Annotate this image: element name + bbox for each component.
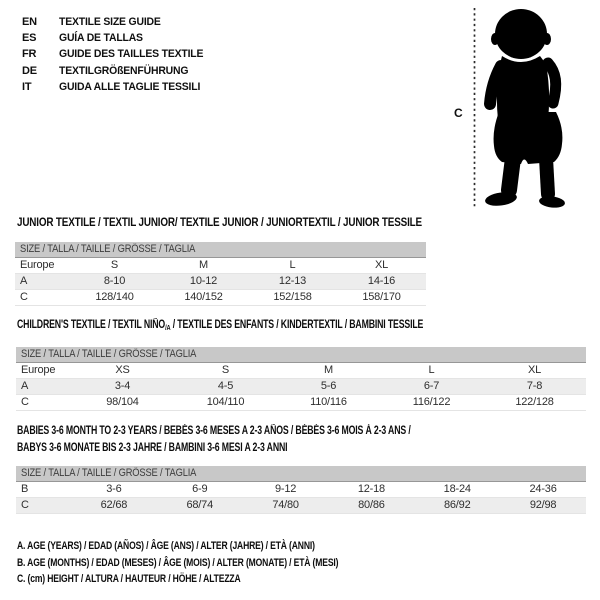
language-row-fr [22,45,211,61]
height-label-c: C [454,106,463,120]
language-title: TEXTILE SIZE GUIDE [59,16,161,28]
table-row: A 3-4 4-5 5-6 6-7 7-8 [16,379,586,395]
table-row: C 62/68 68/74 74/80 80/86 86/92 92/98 [16,498,586,514]
baby-silhouette-icon [468,6,578,210]
footnote-c: C. (cm) HEIGHT / ALTURA / HAUTEUR / HÖHE / ALTEZZA [17,573,241,585]
size-header-bar: SIZE / TALLA / TAILLE / GRÖSSE / TAGLIA [16,466,586,482]
row-label: Europe [20,259,55,271]
language-row-en [22,13,211,29]
language-row-de [22,62,211,78]
babies-size-table [16,466,586,514]
section-title-children: CHILDREN'S TEXTILE / TEXTIL $NIÑO_{/A}$ / TEXTILE DES ENFANTS / KINDERTEXTIL / BAMBINI TESSILE [17,319,424,332]
language-list [22,13,211,94]
row-label: C [20,291,28,303]
section-title-babies [17,423,411,457]
row-label: C [21,396,29,408]
row-label: A [21,380,29,392]
row-label: B [21,483,29,495]
section-title-babies-line2: BABYS 3-6 MONATE BIS 2-3 JAHRE / BAMBINI 3-6 MESI A 2-3 ANNI [17,442,288,454]
junior-size-table [15,242,426,306]
language-row-es [22,29,211,45]
footnote-b: B. AGE (MONTHS) / EDAD (MESES) / ÂGE (MOIS) / ALTER (MONATE) / ETÀ (MESI) [17,556,339,569]
language-code: IT [22,80,32,93]
language-title: TEXTILGRÖßENFÜHRUNG [59,64,189,77]
row-label: C [21,499,29,511]
row-label: A [20,275,28,287]
footnote-legend [17,538,338,588]
language-title: GUIDE DES TAILLES TEXTILE [59,48,204,61]
table-row: Europe S M L XL [15,258,426,274]
size-header-bar: SIZE / TALLA / TAILLE / GRÖSSE / TAGLIA [15,242,426,258]
table-row: C 98/104 104/110 110/116 116/122 122/128 [16,395,586,411]
section-title-babies-line1: BABIES 3-6 MONTH TO 2-3 YEARS / BEBÉS 3-6 MESES A 2-3 AÑOS / BÉBÉS 3-6 MOIS À 2-3 ANS / [17,425,411,437]
table-row: C 128/140 140/152 152/158 158/170 [15,290,426,306]
size-header-bar: SIZE / TALLA / TAILLE / GRÖSSE / TAGLIA [16,347,586,363]
language-code: ES [22,32,37,45]
children-size-table [16,347,586,411]
language-code: EN [22,16,37,28]
row-label: Europe [21,364,56,376]
table-row: A 8-10 10-12 12-13 14-16 [15,274,426,290]
language-row-it [22,78,211,94]
language-title: GUIDA ALLE TAGLIE TESSILI [59,80,201,93]
table-row: Europe XS S M L XL [16,363,586,379]
language-code: DE [22,64,37,77]
footnote-a: A. AGE (YEARS) / EDAD (AÑOS) / ÂGE (ANS) / ALTER (JAHRE) / ETÀ (ANNI) [17,540,315,552]
table-row: B 3-6 6-9 9-12 12-18 18-24 24-36 [16,482,586,498]
language-title: GUÍA DE TALLAS [59,32,143,45]
section-title-junior: JUNIOR TEXTILE / TEXTIL JUNIOR/ TEXTILE JUNIOR / JUNIORTEXTIL / JUNIOR TESSILE [17,217,422,229]
language-code: FR [22,48,37,61]
